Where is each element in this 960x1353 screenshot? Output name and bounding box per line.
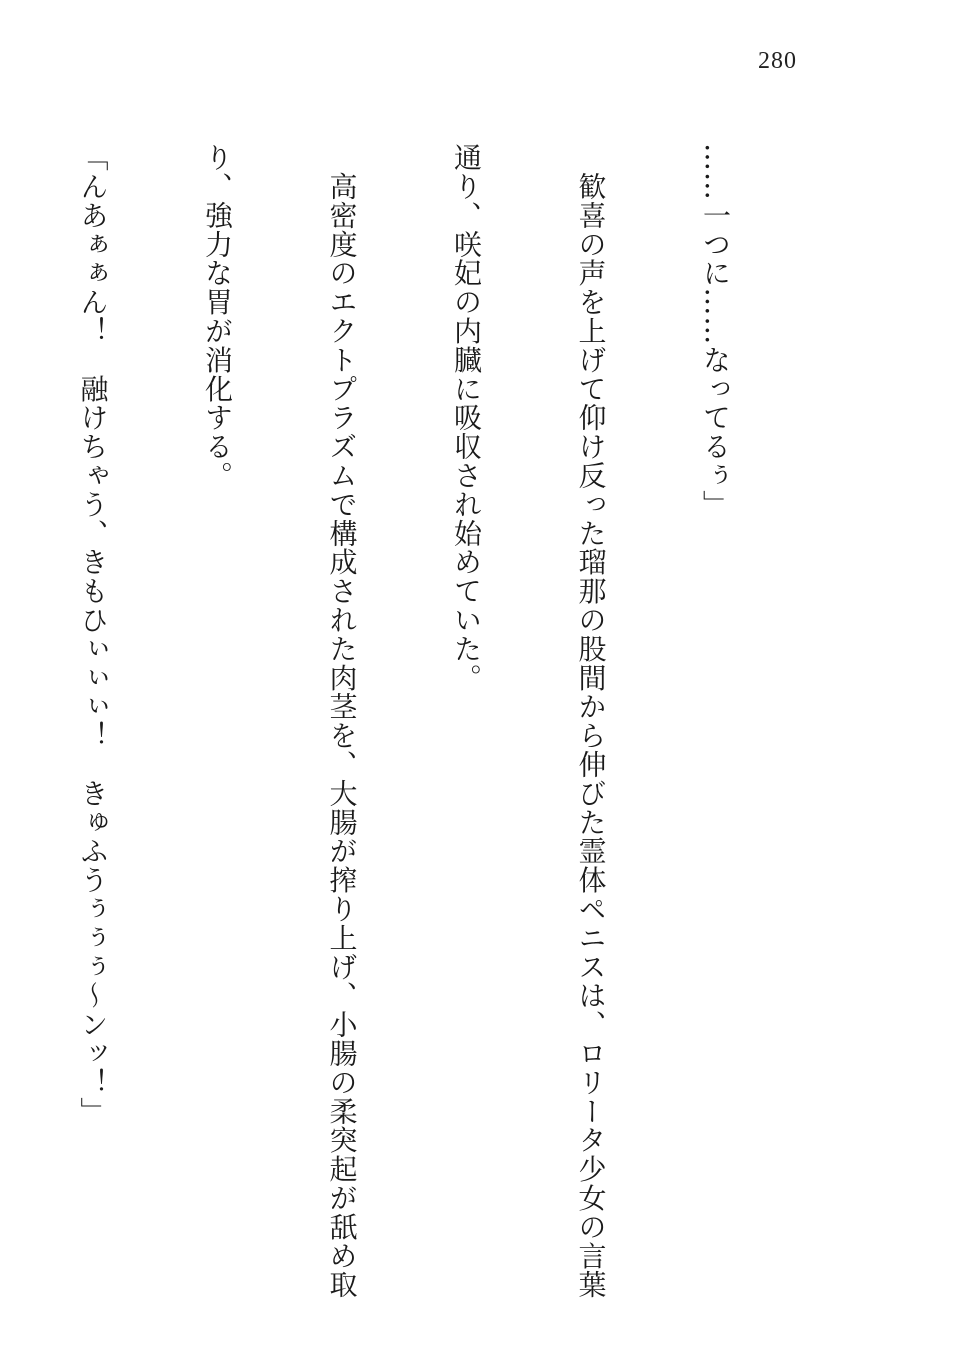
text-line: ……一つに……なってるぅ」 [699, 143, 732, 519]
body-text [0, 143, 819, 1299]
text-line: 歓喜の声を上げて仰け反った瑠那の股間から伸びた霊体ペニスは、ロリータ少女の言葉 [574, 143, 608, 1299]
page-number: 280 [758, 48, 797, 74]
text-line: 通り、咲妃の内臓に吸収され始めていた。 [450, 143, 483, 693]
text-line: り、強力な胃が消化する。 [201, 143, 234, 490]
text-line: 「んあぁぁん！ 融けちゃう、きもひぃぃぃ！ きゅふうぅぅぅ〜ンッ！」 [76, 143, 110, 1126]
text-line: 高密度のエクトプラズムで構成された肉茎を、大腸が搾り上げ、小腸の柔突起が舐め取 [325, 143, 359, 1299]
